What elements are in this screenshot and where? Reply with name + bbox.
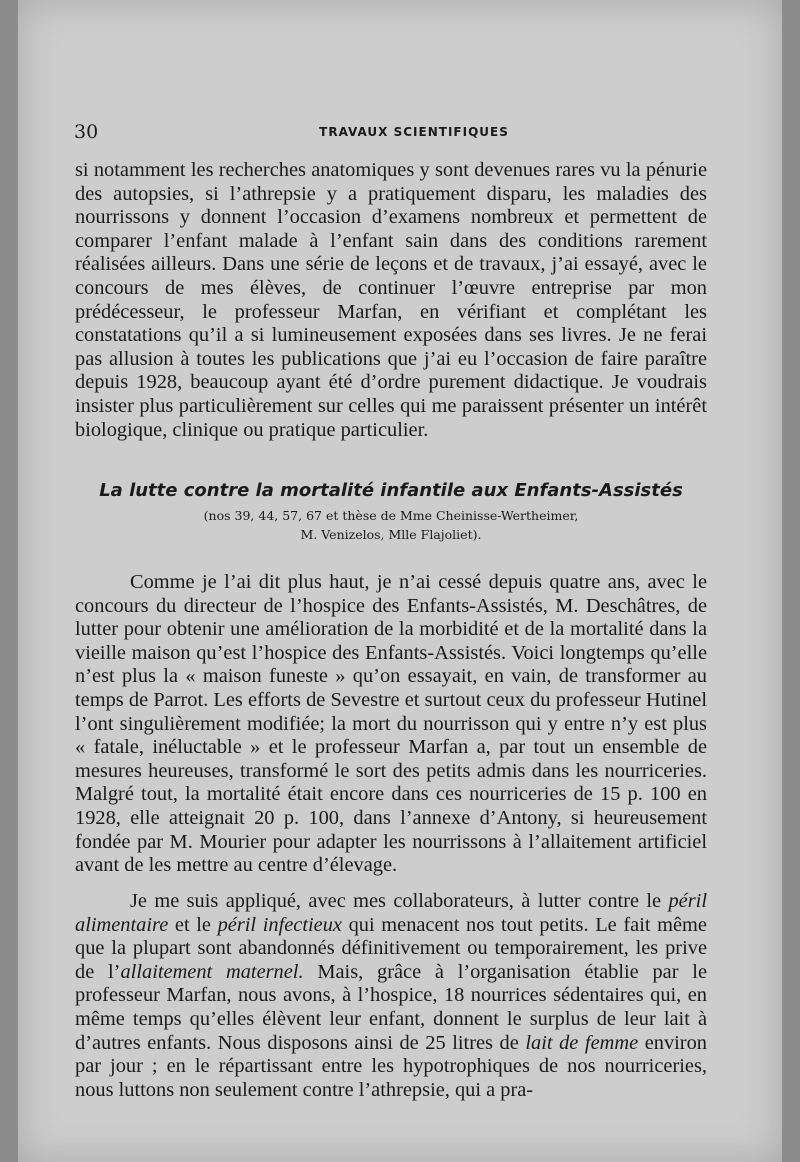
para2-text-3: qui menacent nos tout petits. Le fait même que la plupart sont abandonnés définitivement ou temporairement, les prive de l’ <box>75 913 707 983</box>
references-line-1: (nos 39, 44, 57, 67 et thèse de Mme Cheinisse-Wertheimer, <box>203 508 579 523</box>
para2-text-1: Je me suis appliqué, avec mes collaborateurs, à lutter contre le <box>130 890 669 912</box>
section-title: La lutte contre la mortalité infantile aux Enfants-Assistés <box>99 480 683 501</box>
body-paragraph-2 <box>75 890 707 1102</box>
page-number: 30 <box>74 121 99 143</box>
para2-text-2: et le <box>168 913 218 936</box>
para2-emphasis-4: lait de femme <box>525 1031 639 1054</box>
intro-paragraph: si notamment les recherches anatomiques y sont devenues rares vu la pénurie des autopsies, si l’athrepsie y a pratiquement disparu, les maladies des nourrissons y donnent l’occasion d’examens nombreux et permettent de comparer l’enfant malade à l’enfant sain dans des conditions rarement réalisées ailleurs. Dans une série de leçons et de travaux, j’ai essayé, avec le concours de mes élèves, de continuer l’œuvre entreprise par mon prédécesseur, le professeur Marfan, en vérifiant et complétant les constatations qu’il a si lumineusement exposées dans ses livres. Je ne ferai pas allusion à toutes les publications que j’ai eu l’occasion de faire paraître depuis 1928, beaucoup ayant été d’ordre purement didactique. Je voudrais insister plus particulièrement sur celles qui me paraissent présenter un intérêt biologique, clinique ou pratique particulier. <box>75 159 707 441</box>
page-header <box>74 121 714 143</box>
scanned-page <box>18 0 782 1162</box>
section-references <box>75 506 707 544</box>
para2-text-5: environ par jour ; en le répartissant entre les hypotrophiques de nos nourriceries, nous luttons non seulement contre l’athrepsie, qui a pra- <box>75 1031 707 1101</box>
para2-text-4: Mais, grâce à l’organisation établie par le professeur Marfan, nous avons, à l’hospice, 18 nourrices sédentaires qui, en même temps qu’elles élèvent leur enfant, donnent le surplus de leur lait à d’autres enfants. Nous disposons ainsi de 25 litres de <box>75 960 707 1054</box>
para2-emphasis-3: allaitement maternel. <box>120 960 304 983</box>
running-head: TRAVAUX SCIENTIFIQUES <box>319 125 509 139</box>
para2-emphasis-2: péril infectieux <box>217 913 342 936</box>
para2-emphasis-1: péril alimentaire <box>75 890 707 936</box>
references-line-2: M. Venizelos, Mlle Flajoliet). <box>300 527 482 542</box>
body-paragraph-1: Comme je l’ai dit plus haut, je n’ai cessé depuis quatre ans, avec le concours du directeur de l’hospice des Enfants-Assistés, M. Deschâtres, de lutter pour obtenir une amélioration de la morbidité et de la mortalité dans la vieille maison qu’est l’hospice des Enfants-Assistés. Voici longtemps qu’elle n’est plus la « maison funeste » qu’on essayait, en vain, de transformer au temps de Parrot. Les efforts de Sevestre et surtout ceux du professeur Hutinel l’ont singulièrement modifiée; la mort du nourrisson qui y entre n’y est plus « fatale, inéluctable » et le professeur Marfan a, par tout un ensemble de mesures heureuses, transformé le sort des petits admis dans les nourriceries. Malgré tout, la mortalité était encore dans ces nourriceries de 15 p. 100 en 1928, elle atteignait 20 p. 100, dans l’annexe d’Antony, si heureusement fondée par M. Mourier pour adapter les nourrissons à l’allaitement artificiel avant de les mettre au centre d’élevage. <box>75 571 707 877</box>
